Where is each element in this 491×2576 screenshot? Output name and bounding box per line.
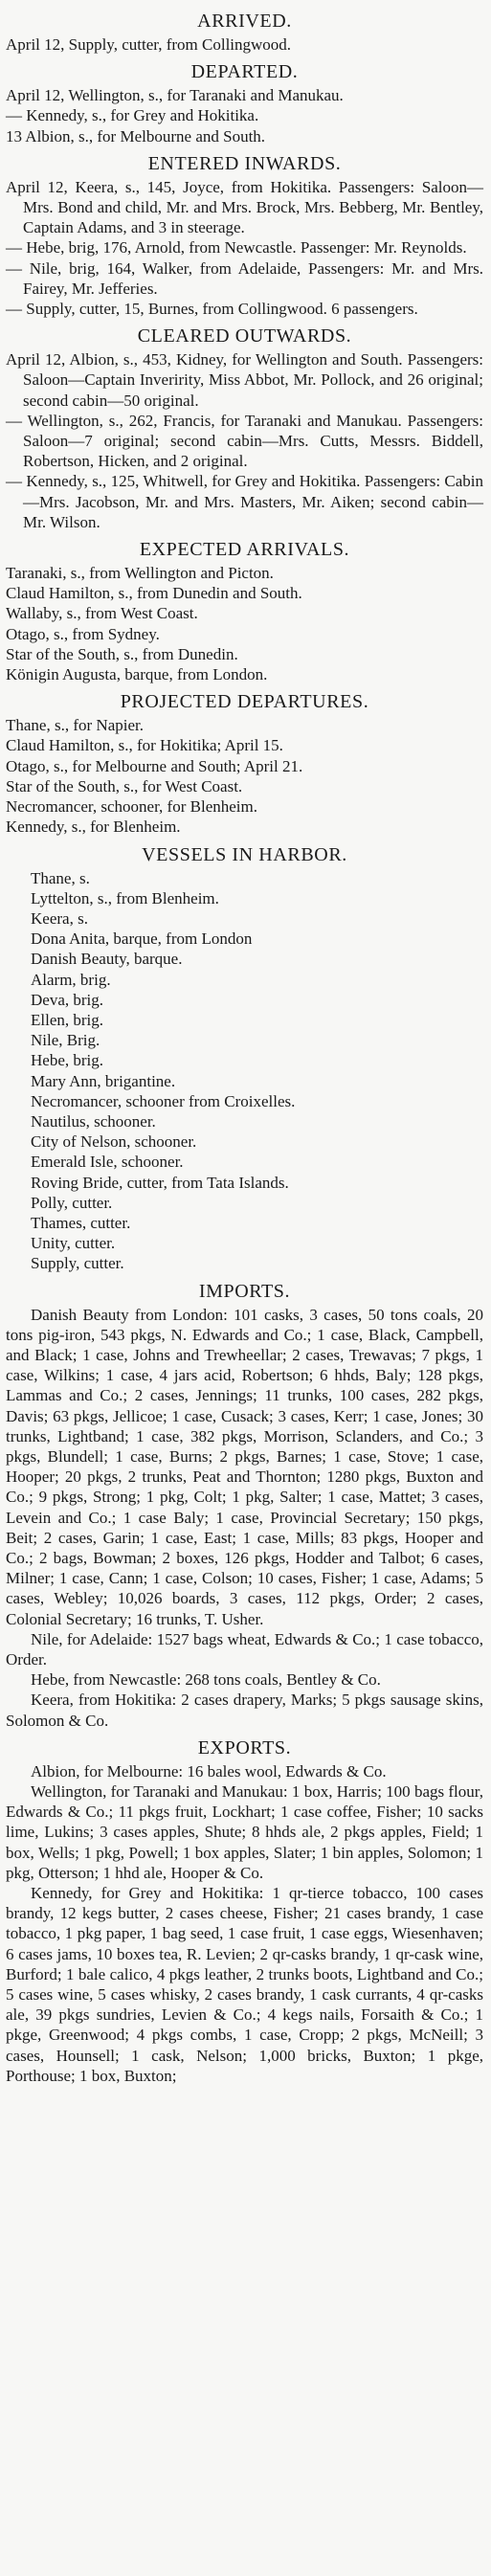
shipping-entry: — Wellington, s., 262, Francis, for Taranaki and Manukau. Passengers: Saloon—7 original; second cabin—Mrs. Cutts, Messrs. Biddell, Robertson, Hicken, and 2 original. xyxy=(6,411,483,471)
section-heading: ARRIVED. xyxy=(197,11,292,32)
shipping-entry: Roving Bride, cutter, from Tata Islands. xyxy=(31,1173,289,1192)
shipping-entry: — Supply, cutter, 15, Burnes, from Collingwood. 6 passengers. xyxy=(6,300,418,319)
shipping-entry: Keera, s. xyxy=(31,908,88,928)
shipping-entry: Kennedy, s., for Blenheim. xyxy=(6,818,181,837)
shipping-entry: Kennedy, for Grey and Hokitika: 1 qr-tierce tobacco, 100 cases brandy, 12 kegs butter, 2 cases cheese, Fisher; 21 cases brandy, 1 case tobacco, 1 pkg paper, 1 bag seed, 1 case fruit, 1 case eggs, Wiesenhaven; 6 cases jams, 10 boxes tea, R. Levien; 2 qr-casks brandy, 1 qr-cask wine, Burford; 1 bale calico, 4 pkgs leather, 2 trunks boots, Lightband and Co.; 5 cases wine, 5 cases whisky, 2 cases brandy, 1 cask currants, 4 qr-casks ale, 39 pkgs sundries, Levien & Co.; 4 kegs nails, Forsaith & Co.; 1 pkge, Greenwood; 4 pkgs combs, 1 case, Cropp; 2 pkgs, McNeill; 3 cases, Hounsell; 1 cask, Nelson; 1,000 bricks, Buxton; 1 pkge, Porthouse; 1 box, Buxton; xyxy=(6,1884,483,2085)
shipping-entry: Ellen, brig. xyxy=(31,1010,104,1029)
shipping-entry: — Nile, brig, 164, Walker, from Adelaide, Passengers: Mr. and Mrs. Fairey, Mr. Jefferies. xyxy=(6,258,483,298)
shipping-entry: — Hebe, brig, 176, Arnold, from Newcastle. Passenger: Mr. Reynolds. xyxy=(6,238,467,258)
shipping-entry: Claud Hamilton, s., for Hokitika; April 15. xyxy=(6,736,283,755)
section-arrived xyxy=(6,10,483,55)
shipping-entry: Claud Hamilton, s., from Dunedin and South. xyxy=(6,584,302,603)
section-entered-inwards xyxy=(6,152,483,319)
shipping-entry: Necromancer, schooner from Croixelles. xyxy=(31,1091,296,1110)
shipping-entry: — Kennedy, s., for Grey and Hokitika. xyxy=(6,106,259,125)
shipping-entry: Otago, s., for Melbourne and South; April 21. xyxy=(6,756,303,775)
shipping-entry: Supply, cutter. xyxy=(31,1254,124,1273)
section-imports xyxy=(6,1280,483,1731)
shipping-entry: Dona Anita, barque, from London xyxy=(31,930,253,949)
section-heading: EXPECTED ARRIVALS. xyxy=(139,539,350,561)
shipping-entry: City of Nelson, schooner. xyxy=(31,1132,197,1152)
shipping-entry: 13 Albion, s., for Melbourne and South. xyxy=(6,126,266,146)
shipping-entry: Königin Augusta, barque, from London. xyxy=(6,665,268,684)
shipping-entry: Deva, brig. xyxy=(31,990,104,1009)
shipping-entry: Wellington, for Taranaki and Manukau: 1 box, Harris; 100 bags flour, Edwards & Co.; 11 pkgs fruit, Lockhart; 1 case coffee, Fisher; 10 sacks lime, Lukins; 3 cases apples, Shute; 8 hhds ale, 2 pkgs apples, Field; 1 box, Wells; 1 pkg, Powell; 1 box apples, Slater; 1 bin apples, Solomon; 1 pkg, Otterson; 1 hhd ale, Hooper & Co. xyxy=(6,1782,483,1882)
shipping-entry: April 12, Albion, s., 453, Kidney, for Wellington and South. Passengers: Saloon—Captain Inveririty, Miss Abbot, Mr. Pollock, and 26 original; second cabin—50 original. xyxy=(6,350,483,410)
section-heading: CLEARED OUTWARDS. xyxy=(137,325,352,347)
shipping-entry: Hebe, from Newcastle: 268 tons coals, Bentley & Co. xyxy=(31,1670,381,1690)
section-expected-arrivals xyxy=(6,538,483,684)
shipping-entry: Nile, Brig. xyxy=(31,1031,100,1050)
shipping-entry: April 12, Keera, s., 145, Joyce, from Hokitika. Passengers: Saloon—Mrs. Bond and child, Mr. and Mrs. Brock, Mrs. Bebberg, Mr. Bentley, Captain Adams, and 3 in steerage. xyxy=(6,177,483,237)
shipping-entry: Emerald Isle, schooner. xyxy=(31,1153,184,1172)
section-heading: PROJECTED DEPARTURES. xyxy=(120,691,369,713)
shipping-entry: Polly, cutter. xyxy=(31,1193,113,1212)
section-heading: IMPORTS. xyxy=(198,1280,291,1302)
shipping-entry: Wallaby, s., from West Coast. xyxy=(6,604,198,623)
shipping-entry: Otago, s., from Sydney. xyxy=(6,624,160,643)
shipping-entry: Albion, for Melbourne: 16 bales wool, Edwards & Co. xyxy=(31,1761,387,1781)
shipping-entry: Unity, cutter. xyxy=(31,1234,116,1253)
shipping-entry: Mary Ann, brigantine. xyxy=(31,1071,176,1090)
section-vessels-in-harbor xyxy=(6,843,483,1274)
shipping-entry: Danish Beauty from London: 101 casks, 3 cases, 50 tons coals, 20 tons pig-iron, 543 pkgs, N. Edwards and Co.; 1 case, Black, Campbell, and Black; 1 case, Johns and Trewheellar; 2 cases, Trewavas; 7 pkgs, 1 case, Wilkins; 1 case, 4 jars acid, Robertson; 6 hhds, Baly; 128 pkgs, Lammas and Co.; 2 cases, Jennings; 11 trunks, 100 cases, 282 pkgs, Davis; 63 pkgs, Jellicoe; 1 case, Cusack; 3 cases, Kerr; 1 case, Jones; 30 trunks, Lightband; 1 case, 382 pkgs, Morrison, Sclanders, and Co.; 3 pkgs, Blundell; 1 case, Burns; 2 pkgs, Barnes; 1 case, Stove; 1 case, Hooper; 20 pkgs, 2 trunks, Peat and Thornton; 1280 pkgs, Buxton and Co.; 9 pkgs, Strong; 1 pkg, Colt; 1 pkg, Salter; 1 case, Mattet; 3 cases, Levein and Co.; 1 case Baly; 1 case, Provincial Secretary; 150 pkgs, Beit; 2 cases, Garin; 1 case, East; 1 case, Mills; 83 pkgs, Hooper and Co.; 2 bags, Bowman; 2 boxes, 126 pkgs, Hodder and Talbot; 6 cases, Milner; 1 case, Cann; 1 case, Colson; 10 cases, Fisher; 1 case, Adams; 5 cases, Webley; 10,026 boards, 3 cases, 112 pkgs, Order; 2 cases, Colonial Secretary; 16 trunks, T. Usher. xyxy=(6,1305,483,1628)
shipping-entry: Lyttelton, s., from Blenheim. xyxy=(31,888,219,907)
section-projected-departures xyxy=(6,690,483,837)
shipping-entry: April 12, Supply, cutter, from Collingwood. xyxy=(6,35,292,54)
section-exports xyxy=(6,1736,483,2086)
section-heading: ENTERED INWARDS. xyxy=(147,152,342,174)
shipping-entry: Thane, s., for Napier. xyxy=(6,716,144,735)
section-cleared-outwards xyxy=(6,325,483,532)
shipping-entry: Nautilus, schooner. xyxy=(31,1111,156,1131)
shipping-entry: Thames, cutter. xyxy=(31,1213,131,1232)
section-departed xyxy=(6,60,483,146)
shipping-entry: Taranaki, s., from Wellington and Picton. xyxy=(6,564,274,583)
shipping-entry: Keera, from Hokitika: 2 cases drapery, Marks; 5 pkgs sausage skins, Solomon & Co. xyxy=(6,1691,483,1730)
shipping-entry: April 12, Wellington, s., for Taranaki and Manukau. xyxy=(6,86,344,105)
shipping-entry: Star of the South, s., from Dunedin. xyxy=(6,644,238,663)
shipping-entry: Necromancer, schooner, for Blenheim. xyxy=(6,797,257,817)
shipping-entry: — Kennedy, s., 125, Whitwell, for Grey and Hokitika. Passengers: Cabin—Mrs. Jacobson, Mr. and Mrs. Masters, Mr. Aiken; second cabin—Mr. Wilson. xyxy=(6,472,483,531)
section-heading: DEPARTED. xyxy=(190,61,299,83)
shipping-entry: Thane, s. xyxy=(31,868,90,887)
shipping-entry: Nile, for Adelaide: 1527 bags wheat, Edwards & Co.; 1 case tobacco, Order. xyxy=(6,1629,483,1669)
shipping-entry: Hebe, brig. xyxy=(31,1051,104,1070)
shipping-entry: Star of the South, s., for West Coast. xyxy=(6,776,243,795)
section-heading: VESSELS IN HARBOR. xyxy=(142,843,347,865)
section-heading: EXPORTS. xyxy=(197,1736,292,1758)
shipping-entry: Alarm, brig. xyxy=(31,970,111,989)
shipping-entry: Danish Beauty, barque. xyxy=(31,950,183,969)
